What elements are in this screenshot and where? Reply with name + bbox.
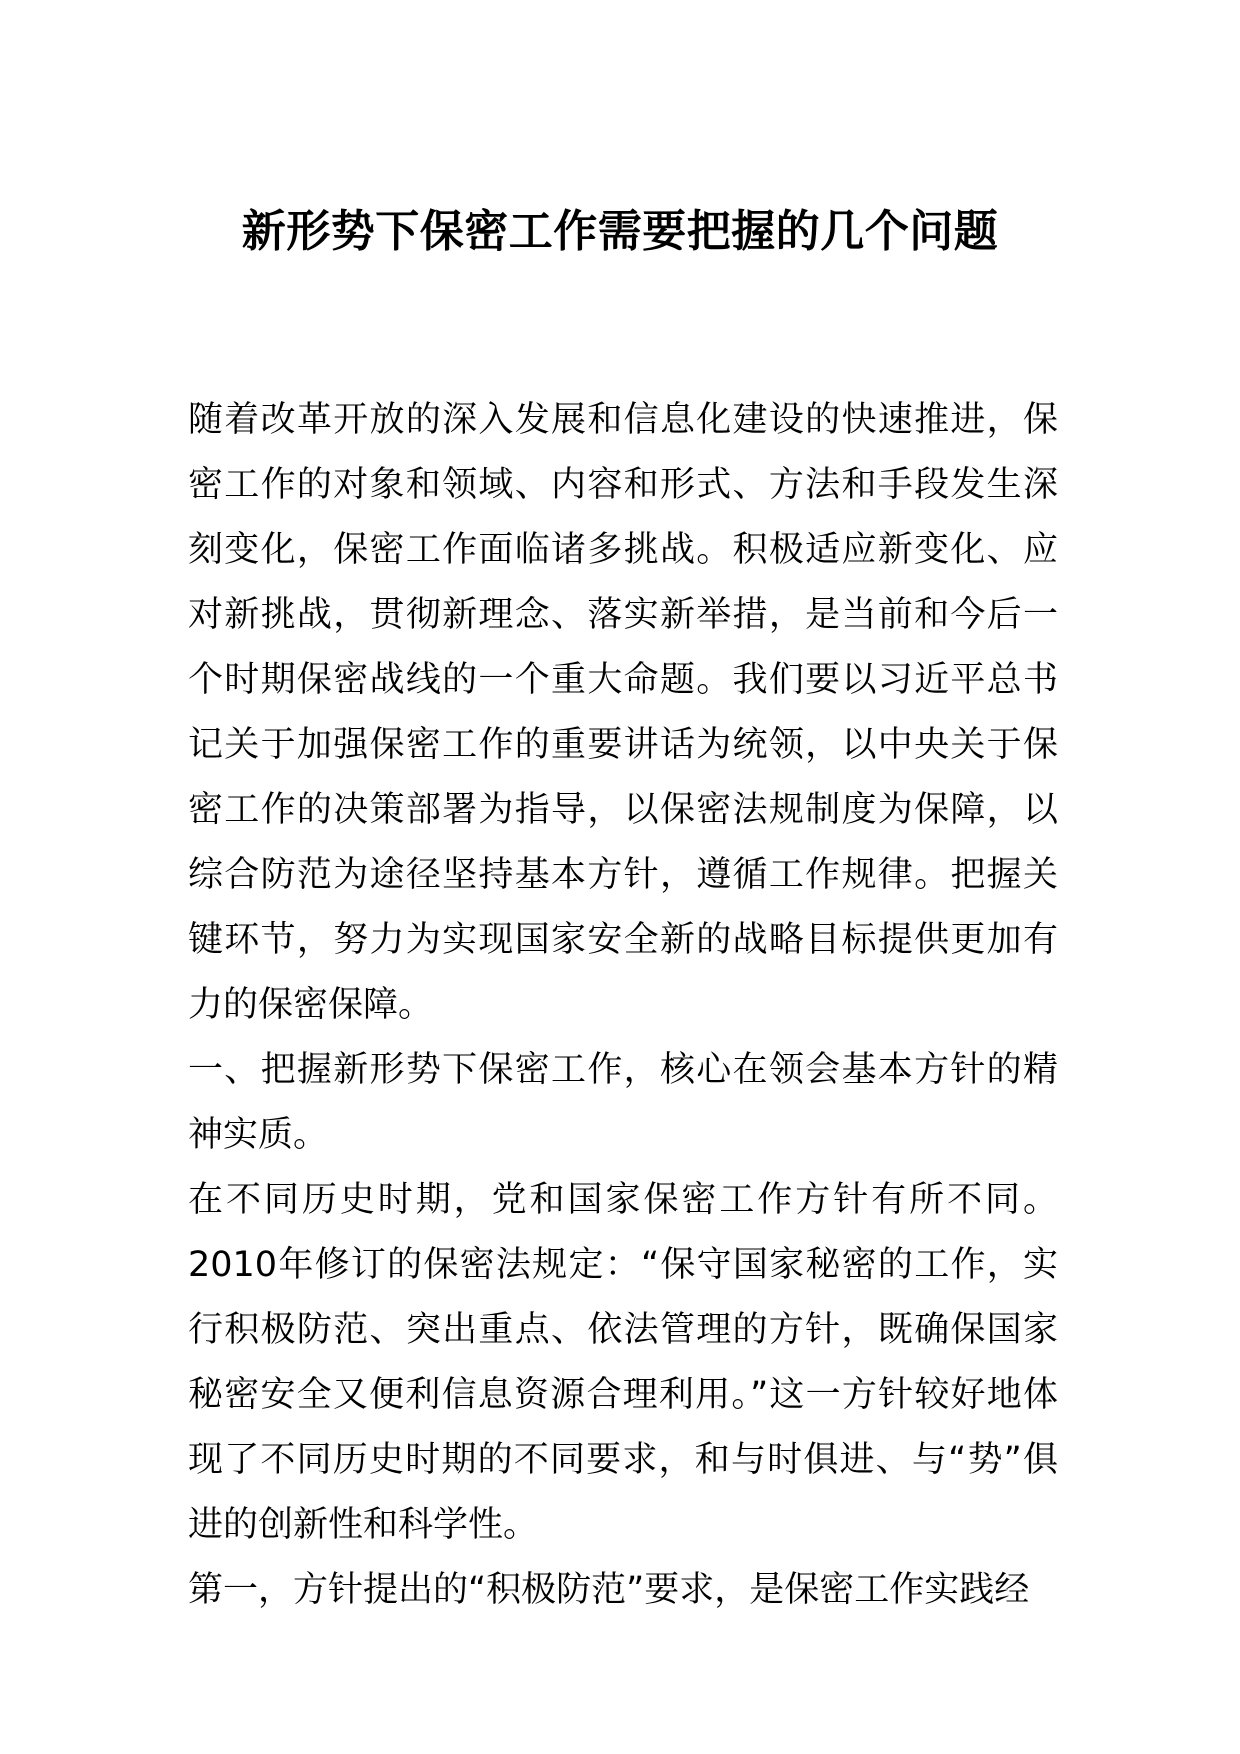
document-body <box>188 388 1058 1623</box>
section-heading-1: 一、把握新形势下保密工作，核心在领会基本方针的精神实质。 <box>188 1050 1058 1155</box>
paragraph-first-point: 第一，方针提出的“积极防范”要求，是保密工作实践经 <box>188 1570 1030 1610</box>
document-title: 新形势下保密工作需要把握的几个问题 <box>241 206 999 257</box>
paragraph-intro: 随着改革开放的深入发展和信息化建设的快速推进，保密工作的对象和领域、内容和形式、方法和手段发生深刻变化，保密工作面临诸多挑战。积极适应新变化、应对新挑战，贯彻新理念、落实新举措，是当前和今后一个时期保密战线的一个重大命题。我们要以习近平总书记关于加强保密工作的重要讲话为统领，以中央关于保密工作的决策部署为指导，以保密法规制度为保障，以综合防范为途径坚持基本方针，遵循工作规律。把握关键环节，努力为实现国家安全新的战略目标提供更加有力的保密保障。 <box>188 400 1058 1025</box>
paragraph-policy: 在不同历史时期，党和国家保密工作方针有所不同。 2010年修订的保密法规定：“保守国家秘密的工作，实行积极防范、突出重点、依法管理的方针，既确保国家秘密安全又便利信息资源合理利用。”这一方针较好地体现了不同历史时期的不同要求，和与时俱进、与“势”俱进的创新性和科学性。 <box>188 1180 1058 1545</box>
